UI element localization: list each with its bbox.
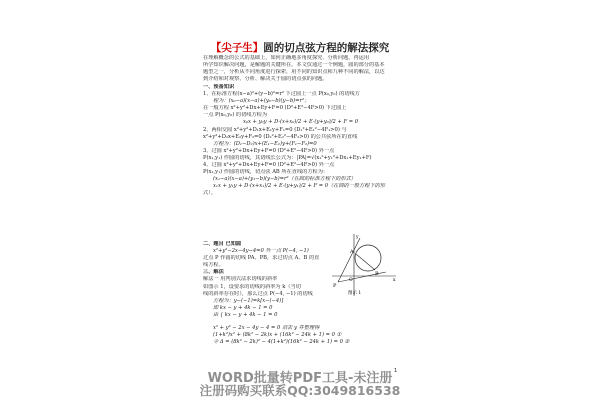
- formula-line: (x₁−a)(x−a)+(y₁−b)(y−b)=r²（在圆的标准方程下的形式）: [213, 176, 356, 183]
- formula-line: x₁x + y₁y + D·(x+x₁)/2 + E·(y+y₁)/2 + F = 0（在圆的一般方程下的形: [213, 183, 386, 190]
- page-title: [0, 40, 600, 55]
- page-number: 1: [394, 368, 398, 374]
- body-line: P(x₁,y₁) 作圆的切线，其切线长公式为：|PA|=√(x₁²+y₁²+Dx₁+Ey₁+F): [203, 154, 372, 161]
- formula-line: 令 Δ = (8k² − 2k)² − 4(1+k²)(16k² − 24k + 1) = 0 ②: [213, 339, 350, 346]
- formula-line: 方程为：(D₁−D₂)x+(E₁−E₂)y+(F₁−F₂)=0: [213, 140, 317, 147]
- body-line: x²+y²+D₂x+E₂y+F₂=0 (D₂²+E₂²−4F₂>0) 的公共弦所在的直线: [203, 133, 358, 140]
- body-line: 题型之一，分析从不同角度进行探索，用不同的知识点和九种不同的解法，以达: [203, 69, 385, 76]
- tangent-line-pb: [338, 272, 386, 282]
- title-text: 圆的切点弦方程的解法探究: [263, 42, 390, 54]
- body-line: 1、在标准方程(x−a)²+(y−b)²=r² 下过圆上一点 P(x₀,y₀) 的切线方: [203, 91, 360, 98]
- body-line: 2、两相交圆 x²+y²+D₁x+E₁y+F₁=0 (D₁²+E₁²−4F₁>0) 与: [203, 126, 347, 133]
- label-a: A: [350, 249, 354, 255]
- body-line: 过点 P 作圆的切线 PA、PB，求过切点 A、B 的直: [203, 255, 320, 262]
- body-line: 式）。: [203, 190, 216, 197]
- title-brand: 【尖子生】: [210, 42, 264, 54]
- body-line: 到介绍和对观察、分析、解决关于圆的切点弦的问题。: [203, 76, 328, 83]
- body-line: 在一般方程 x²+y²+Dx+Ey+F=0 (D²+E²−4F>0) 下过圆上: [203, 105, 347, 112]
- figure-caption: 图示 1: [348, 291, 362, 296]
- circle: [355, 245, 381, 271]
- formula-line: x² + y² − 2x − 4y − 4 = 0 消去 y 并整理得: [213, 325, 320, 331]
- body-line: P(x₁,y₁) 作圆的切线，切点弦 AB 所在直线的方程为：: [203, 169, 329, 176]
- formula-line: (1+k²)x² + (8k² − 2k)x + (16k² − 24k + 1) = 0 ①: [213, 332, 342, 339]
- section-preliminaries: [203, 84, 415, 198]
- formula-line: 即 kx − y + 4k − 1 = 0: [213, 304, 273, 311]
- tangent-line-pa: [338, 238, 360, 282]
- formula-line: 方程为：y−(−1)=k[x−(−4)]: [213, 297, 284, 304]
- intro-paragraph: [203, 55, 415, 83]
- formula-line: 程为：(x₀−a)(x−a)+(y₀−b)(y−b)=r²；: [213, 98, 310, 105]
- body-line: 在理解概念的公式的基础上，如何正确地多角度探究、分析问题，再运用: [203, 55, 370, 61]
- section-problem: [203, 241, 333, 319]
- watermark-line2: 注册码购买联系QQ:3049816538: [199, 383, 401, 398]
- label-p: P: [333, 283, 337, 289]
- body-line: 如图示 1，设要求的切线的斜率为 k（当切: [203, 283, 301, 290]
- label-b: B: [375, 271, 379, 277]
- solution-equations: [203, 325, 415, 346]
- formula-line: x²+y²−2x−4y−4=0 外一点 P(−4, −1): [213, 248, 309, 255]
- label-y: y: [356, 235, 359, 240]
- section-heading: 一、预备知识: [203, 84, 235, 90]
- section-heading: 二、题目 已知圆: [203, 241, 242, 247]
- body-line: 线方程。: [203, 262, 224, 269]
- body-line: 解法一 用判别式法求切线的斜率: [203, 276, 278, 283]
- body-line: 3、过圆 x²+y²+Dx+Ey+F=0 (D²+E²−4F>0) 外一点: [203, 147, 335, 154]
- watermark-line1: WORD批量转PDF工具-未注册: [207, 371, 393, 386]
- label-o: O: [349, 278, 353, 283]
- figure-tangent-diagram: [330, 232, 398, 298]
- formula-line: 由 { kx − y + 4k − 1 = 0: [213, 311, 278, 318]
- section-heading: 三、解法: [203, 269, 224, 276]
- body-line: 所学知识解决问题，是解题的关键所在。本文仅通过一个例题，圆的部分的基本: [203, 62, 385, 69]
- body-line: 4、过圆 x²+y²+Dx+Ey+F=0 (D²+E²−4F>0) 外一点: [203, 162, 335, 169]
- label-x: x: [393, 278, 396, 283]
- body-line: 线的斜率存在时），那么过点 P(−4, −1) 的切线: [203, 290, 313, 297]
- formula-line: x₀x + y₀y + D·(x+x₀)/2 + E·(y+y₀)/2 + F = 0: [243, 119, 358, 126]
- body-line: 一点 P(x₀,y₀) 的切线方程为: [203, 112, 268, 119]
